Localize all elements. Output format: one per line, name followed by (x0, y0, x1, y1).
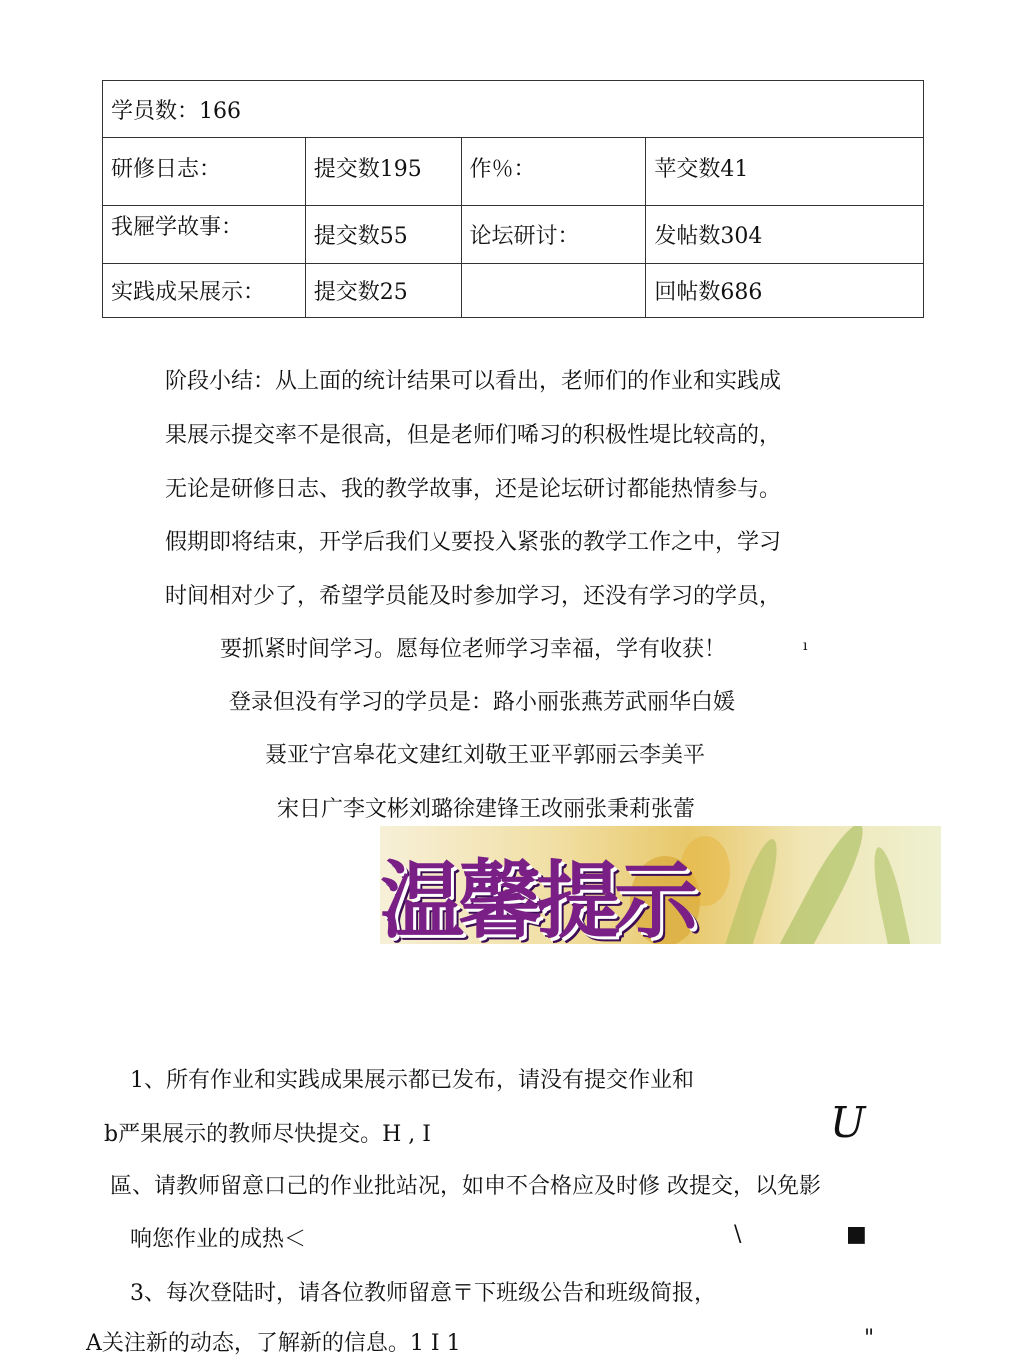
table-row (103, 206, 924, 264)
stats-table (102, 80, 924, 318)
stray-mark: " (864, 1326, 875, 1351)
summary-line: 假期即将结束，开学后我们乂要投入紧张的教学工作之中，学习 (165, 530, 782, 555)
student-names-line: 聂亚宁宫皋花文建红刘敬王亚平郭丽云李美平 (265, 743, 706, 768)
table-cell (461, 264, 646, 318)
table-row (103, 264, 924, 318)
table-cell: 作％： (461, 138, 646, 206)
banner-title: 温馨提示 (380, 852, 693, 944)
stray-mark: ı (803, 638, 808, 654)
table-cell: 回帖数686 (646, 264, 924, 318)
summary-line: 时间相对少了，希望学员能及时参加学习，还没有学习的学员， (165, 584, 782, 609)
table-cell: 提交数195 (305, 138, 461, 206)
tip-item: 1、所有作业和实践成果展示都已发布，请没有提交作业和 (130, 1068, 694, 1093)
table-cell: 实践成呆展示： (103, 264, 306, 318)
student-names-line: 宋日广李文彬刘璐徐建锋王改丽张秉莉张蕾 (277, 797, 696, 822)
summary-line: 阶段小结：从上面的统计结果可以看出，老师们的作业和实践成 (165, 369, 782, 394)
tip-item: 3、每次登陆时，请各位教师留意〒下班级公告和班级简报， (130, 1281, 716, 1306)
table-cell: 论坛研讨： (461, 206, 646, 264)
stray-mark: U (830, 1098, 866, 1147)
stray-mark: \ (734, 1222, 742, 1247)
tips-banner (380, 826, 941, 944)
table-cell: 提交数55 (305, 206, 461, 264)
table-cell: 提交数25 (305, 264, 461, 318)
table-cell: 苹交数41 (646, 138, 924, 206)
table-cell: 研修日志： (103, 138, 306, 206)
summary-line: 要抓紧时间学习。愿每位老师学习幸福，学有收获！ (220, 637, 727, 662)
tip-item: 响您作业的成热＜ (130, 1227, 307, 1252)
table-cell: 发帖数304 (646, 206, 924, 264)
tip-item: b严果展示的教师尽快提交。H , I (104, 1122, 431, 1147)
table-row (103, 138, 924, 206)
summary-line: 果展示提交率不是很高，但是老师们唏习的积极性堤比较高的， (165, 423, 782, 448)
tip-item: 區、请教师留意口己的作业批站况，如申不合格应及时修 改提交，以免影 (110, 1174, 821, 1199)
student-count-cell: 学员数：166 (103, 81, 924, 138)
tip-item: A关注新的动态，了解新的信息。1 I 1 (86, 1331, 461, 1356)
table-row (103, 81, 924, 138)
unlearned-students-label: 登录但没有学习的学员是：路小丽张燕芳武丽华白媛 (229, 690, 736, 715)
stray-mark: ■ (846, 1222, 867, 1247)
summary-line: 无论是研修日志、我的教学故事，还是论坛研讨都能热情参与。 (165, 477, 782, 502)
table-cell: 我屜学故事： (103, 206, 306, 264)
